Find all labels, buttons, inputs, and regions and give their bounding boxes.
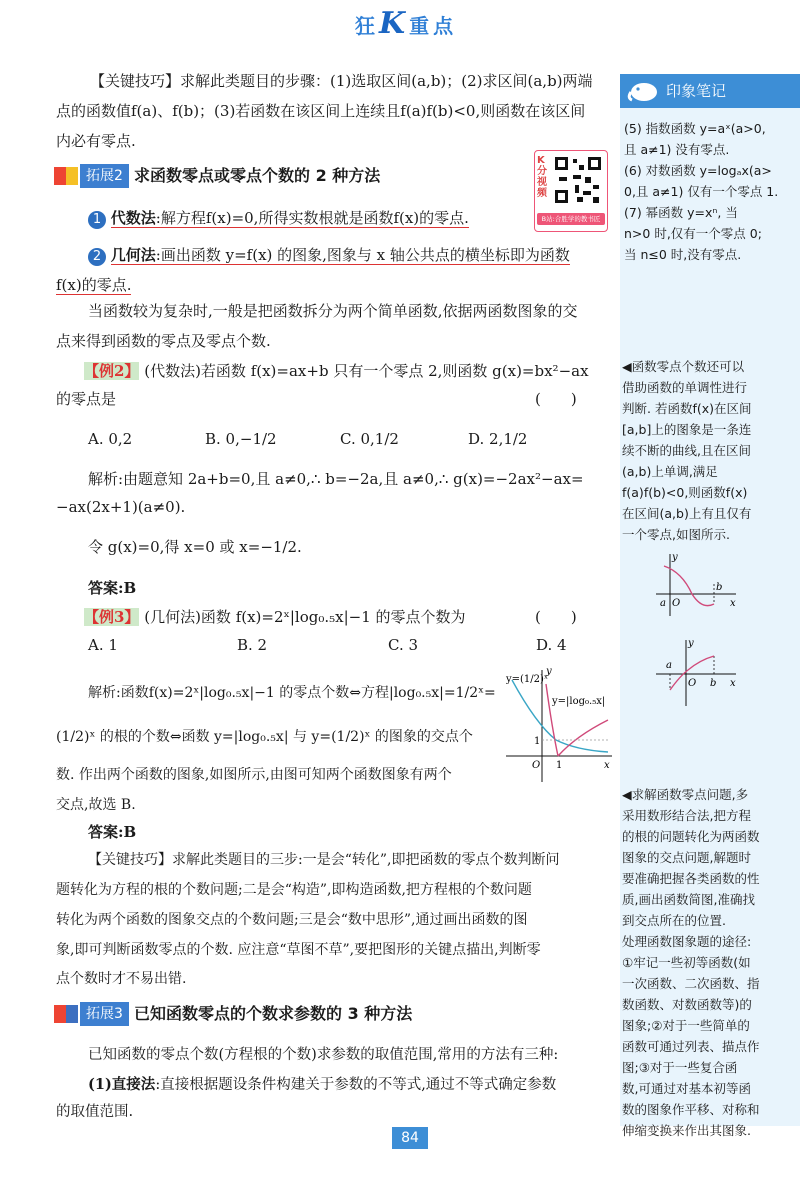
method-2-text-2: f(x)的零点. (56, 276, 132, 294)
note3-line: 一次函数、二次函数、指 (622, 976, 760, 991)
note3-line: 伸缩变换来作出其图象. (622, 1123, 751, 1138)
note2-line: ◀函数零点个数还可以 (622, 359, 745, 374)
method-1-name: 代数法 (110, 209, 156, 227)
qr-label: B站:合胜学的教书匠 (537, 213, 605, 225)
sidebar-note-2 (622, 356, 798, 545)
ex2-option-a: A. 0,2 (88, 430, 133, 448)
note1-line: (7) 幂函数 y=xⁿ, 当 (624, 205, 738, 220)
ex3-graph (496, 664, 616, 784)
qr-box[interactable] (534, 150, 608, 232)
note3-line: ◀求解函数零点问题,多 (622, 787, 749, 802)
ex3-stem-text: (几何法)函数 f(x)=2ˣ|log₀.₅x|−1 的零点个数为 (144, 608, 466, 626)
sidebar-graph-1 (652, 550, 742, 620)
note1-line: (5) 指数函数 y=aˣ(a>0, (624, 121, 766, 136)
note3-line: 图;③对于一些复合函 (622, 1060, 738, 1075)
note1-line: 0,且 a≠1) 仅有一个零点 1. (624, 184, 779, 199)
sidebar-graph-2 (652, 636, 742, 708)
ex3-stem (84, 602, 524, 632)
ex3-label-one-x: 1 (556, 760, 563, 771)
graph2-a: a (666, 660, 672, 671)
ex3-label-x: x (604, 760, 610, 771)
sec3-title: 已知函数零点的个数求参数的 3 种方法 (134, 1004, 413, 1023)
note2-line: 借助函数的单调性进行 (622, 380, 748, 395)
ex3-label-exp: y=(1/2)ˣ (506, 674, 549, 685)
note3-line: ①牢记一些初等函数(如 (622, 955, 751, 970)
para3-line-2 (88, 1070, 618, 1100)
skill2-line-1: 【关键技巧】求解此类题目的三步:一是会“转化”,即把函数的零点个数判断问 (88, 852, 560, 868)
skill2-line-2: 题转化为方程的根的个数问题;二是会“构造”,即构造函数,把方程根的个数问题 (56, 882, 532, 898)
ex3-option-b: B. 2 (237, 636, 268, 654)
sec3-tag: 拓展3 (80, 1002, 129, 1026)
note3-line: 数的图象作平移、对称和 (622, 1102, 760, 1117)
note1-line: 且 a≠1) 没有零点. (624, 142, 730, 157)
qr-code-icon (553, 155, 603, 205)
note3-line: 函数可通过列表、描点作 (622, 1039, 760, 1054)
note3-line: 处理函数图象题的途径: (622, 934, 752, 949)
note2-line: (a,b)上单调,满足 (622, 464, 718, 479)
skill2-line-5: 点个数时才不易出错. (56, 971, 187, 987)
method-1-text: :解方程f(x)=0,所得实数根就是函数f(x)的零点. (155, 209, 469, 227)
qr-vertical-label: K分视频 (537, 155, 547, 199)
ex3-solution-3: 数. 作出两个函数的图象,如图所示,由图可知两个函数图象有两个 (56, 767, 452, 783)
skill2-line-3: 转化为两个函数的图象交点的个数问题;三是会“数中思形”,通过画出函数的图 (56, 912, 528, 928)
para1-line-2: 点来得到函数的零点及零点个数. (56, 332, 271, 350)
note3-line: 数,可通过对基本初等函 (622, 1081, 751, 1096)
graph1-b: b (716, 582, 723, 593)
note1-line: n>0 时,仅有一个零点 0; (624, 226, 762, 241)
top-line-1: 【关键技巧】求解此类题目的步骤：(1)选取区间(a,b)；(2)求区间(a,b)两端 (90, 72, 593, 90)
ex2-option-b: B. 0,−1/2 (205, 430, 277, 448)
note2-line: 判断. 若函数f(x)在区间 (622, 401, 752, 416)
ex3-curve-exp (512, 680, 608, 752)
ex3-answer: 答案:B (88, 823, 137, 841)
ex2-stem-2: 的零点是 (56, 390, 117, 408)
para3-line-2-text: :直接根据题设条件构建关于参数的不等式,通过不等式确定参数 (155, 1077, 557, 1093)
graph1-a: a (660, 598, 666, 609)
graph2-y: y (688, 638, 694, 649)
note1-line: 当 n≤0 时,没有零点. (624, 247, 742, 262)
ex2-solution-2: −ax(2x+1)(a≠0). (56, 498, 186, 516)
sec2-tag: 拓展2 (80, 164, 129, 188)
sidebar-note-3 (622, 784, 798, 1141)
ex3-label-one-y: 1 (534, 736, 541, 747)
graph2-b: b (710, 678, 717, 689)
para3-line-3: 的取值范围. (56, 1104, 134, 1120)
note3-line: 图象;②对于一些简单的 (622, 1018, 750, 1033)
ex3-solution-4: 交点,故选 B. (56, 797, 136, 813)
note1-line: (6) 对数函数 y=logₐx(a> (624, 163, 772, 178)
graph1-y: y (672, 552, 678, 563)
skill2-line-4: 象,即可判断函数零点的个数. 应注意“草图不草”,要把图形的关键点描出,判断零 (56, 942, 541, 958)
book-icon (54, 165, 80, 187)
ex3-option-d: D. 4 (536, 636, 567, 654)
notes-title: 印象笔记 (666, 82, 727, 100)
ex2-tag: 【例2】 (84, 362, 140, 380)
book-icon-2 (54, 1003, 80, 1025)
ex2-stem-1 (84, 356, 624, 386)
ex3-option-c: C. 3 (388, 636, 419, 654)
method-2-name: 几何法 (110, 246, 156, 264)
page-number: 84 (392, 1127, 428, 1149)
top-line-3: 内必有零点. (56, 132, 136, 150)
note3-line: 采用数形结合法,把方程 (622, 808, 751, 823)
note3-line: 数函数、对数函数等)的 (622, 997, 752, 1012)
method-2-number: 2 (88, 248, 106, 266)
ex3-label-y: y (546, 666, 552, 677)
ex3-solution-2: (1/2)ˣ 的根的个数⇔函数 y=|log₀.₅x| 与 y=(1/2)ˣ 的图象的交点个 (56, 729, 473, 745)
ex2-solution-1: 解析:由题意知 2a+b=0,且 a≠0,∴ b=−2a,且 a≠0,∴ g(x)=−2ax²−ax= (88, 470, 584, 488)
para1-line-1: 当函数较为复杂时,一般是把函数拆分为两个简单函数,依据两函数图象的交 (88, 302, 578, 320)
elephant-icon (626, 78, 662, 104)
para3-method-name: (1)直接法 (88, 1076, 156, 1093)
note2-line: 在区间(a,b)上有且仅有 (622, 506, 752, 521)
header-logo (355, 6, 457, 41)
note2-line: [a,b]上的图象是一条连 (622, 422, 752, 437)
note3-line: 图象的交点问题,解题时 (622, 850, 751, 865)
ex2-option-d: D. 2,1/2 (468, 430, 528, 448)
method-2 (88, 240, 618, 270)
ex2-solution-3: 令 g(x)=0,得 x=0 或 x=−1/2. (88, 538, 302, 556)
ex3-curve-log (546, 684, 608, 756)
note2-line: 一个零点,如图所示. (622, 527, 730, 542)
sec2-title: 求函数零点或零点个数的 2 种方法 (134, 166, 381, 185)
logo-prefix: 狂 (355, 14, 379, 38)
note2-line: f(a)f(b)<0,则函数f(x) (622, 485, 748, 500)
top-line-2: 点的函数值f(a)、f(b)；(3)若函数在该区间上连续且f(a)f(b)<0,则函数在该区间 (56, 102, 586, 120)
ex2-paren: ( ) (535, 390, 577, 408)
graph2-o: O (688, 678, 697, 689)
method-2-text-1: :画出函数 y=f(x) 的图象,图象与 x 轴公共点的横坐标即为函数 (155, 246, 570, 264)
note3-line: 到交点所在的位置. (622, 913, 726, 928)
para3-line-1: 已知函数的零点个数(方程根的个数)求参数的取值范围,常用的方法有三种: (88, 1047, 559, 1063)
method-1-number: 1 (88, 211, 106, 229)
graph1-x: x (730, 598, 736, 609)
ex2-stem-1-text: (代数法)若函数 f(x)=ax+b 只有一个零点 2,则函数 g(x)=bx²−ax (144, 362, 589, 380)
ex3-paren: ( ) (535, 608, 577, 626)
logo-k: K (379, 6, 410, 41)
ex2-option-c: C. 0,1/2 (340, 430, 399, 448)
note2-line: 续不断的曲线,且在区间 (622, 443, 751, 458)
ex3-label-log: y=|log₀.₅x| (552, 696, 606, 707)
graph1-o: O (672, 598, 681, 609)
sidebar-note-1 (624, 118, 796, 265)
ex3-solution-1: 解析:函数f(x)=2ˣ|log₀.₅x|−1 的零点个数⇔方程|log₀.₅x|=1/2ˣ= (88, 685, 496, 701)
note3-line: 的根的问题转化为两函数 (622, 829, 760, 844)
graph2-x: x (730, 678, 736, 689)
ex3-option-a: A. 1 (88, 636, 118, 654)
ex3-tag: 【例3】 (84, 608, 140, 626)
note3-line: 质,画出函数简图,准确找 (622, 892, 755, 907)
ex3-label-origin: O (532, 760, 541, 771)
ex2-answer: 答案:B (88, 579, 137, 597)
method-1 (88, 203, 528, 233)
logo-suffix: 重点 (409, 14, 458, 38)
note3-line: 要准确把握各类函数的性 (622, 871, 760, 886)
